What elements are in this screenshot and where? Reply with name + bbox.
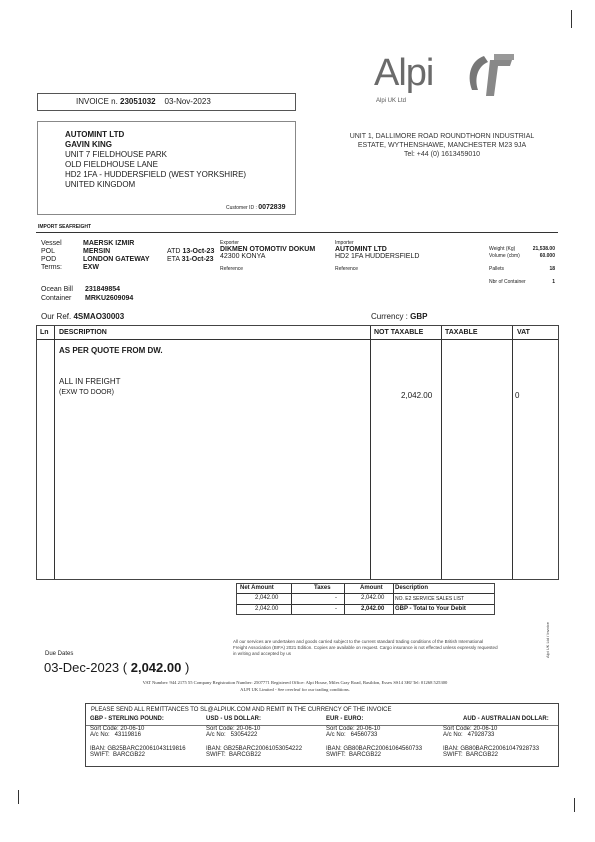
logo-wordmark: Alpi [374, 52, 434, 94]
pallets-label: Pallets [489, 266, 505, 272]
totals-box [236, 583, 495, 615]
customer-address-line: OLD FIELDHOUSE LANE [65, 160, 158, 169]
side-note: Alpi UK Ltd / Invoice [545, 621, 550, 658]
volume-value: 60.000 [539, 253, 555, 259]
vessel-label: Vessel [41, 240, 62, 247]
taxes-header: Taxes [314, 585, 331, 591]
col-not-taxable-header: NOT TAXABLE [374, 329, 424, 336]
line-items-table [36, 325, 559, 580]
due-date: 03-Dec-2023 [44, 660, 120, 675]
customer-contact: GAVIN KING [65, 140, 112, 149]
customer-address-line: UNIT 7 FIELDHOUSE PARK [65, 150, 167, 159]
atd-label: ATD [167, 248, 181, 255]
total-description: NO. E2 SERVICE SALES LIST [395, 596, 465, 602]
crop-mark-bottom-right [574, 798, 575, 812]
vessel-value: MAERSK IZMIR [83, 240, 135, 247]
pod-value: LONDON GATEWAY [83, 256, 150, 263]
exporter-label: Exporter [220, 240, 239, 246]
sort-code: Sort Code: 20-06-10 [206, 726, 261, 732]
bank-account-title: GBP - STERLING POUND: [90, 716, 164, 722]
bank-account-gbp [90, 716, 186, 758]
currency-value: GBP [410, 312, 428, 321]
bank-details-box [85, 703, 559, 767]
due-date-line: 03-Dec-2023 ( 2,042.00 ) [44, 660, 190, 675]
swift: SWIFT: BARCGB22 [443, 752, 499, 758]
pod-label: POD [41, 256, 57, 263]
importer-city: HD2 1FA HUDDERSFIELD [335, 253, 420, 260]
iban: IBAN: GB80BARC20061064560733 [326, 746, 423, 752]
customer-address-line: HD2 1FA - HUDDERSFIELD (WEST YORKSHIRE) [65, 170, 247, 179]
crop-mark-bottom-left [18, 790, 19, 804]
registration-line: VAT Number: 944 2175 55 Company Registration Number: 2507771 Registered Office: Alpi House, Miles Gray Road, Basildon, Essex SS14 3HJ Tel: 01268 525300 [142, 680, 448, 685]
terms-line: in writing and accepted by us [233, 651, 292, 656]
importer-name: AUTOMINT LTD [335, 246, 387, 253]
item-sub-description: (EXW TO DOOR) [59, 389, 114, 396]
bank-account-title: USD - US DOLLAR: [206, 716, 261, 722]
account-number: A/c No: 53054222 [206, 732, 258, 738]
customer-name: AUTOMINT LTD [65, 130, 125, 139]
crop-mark-top-right [571, 10, 572, 28]
currency-label: Currency : [371, 312, 408, 321]
sort-code: Sort Code: 20-06-10 [326, 726, 381, 732]
weight-value: 21,538.00 [532, 246, 555, 252]
total-debit-description: GBP - Total to Your Debit [395, 606, 466, 612]
iban: IBAN: GB25BARC20061053054222 [206, 746, 303, 752]
registration-info [60, 679, 530, 693]
terms-value: EXW [83, 264, 99, 271]
company-address [330, 132, 554, 159]
exporter-reference: Reference [220, 266, 244, 272]
item-amount: 2,042.00 [401, 391, 433, 400]
section-divider [36, 232, 558, 233]
swift: SWIFT: BARCGB22 [206, 752, 262, 758]
ocean-bill-value: 231849854 [85, 286, 121, 293]
shipment-details [41, 238, 561, 308]
net-amount-value: 2,042.00 [255, 606, 279, 612]
col-ln-header: Ln [40, 329, 49, 336]
ocean-bill-label: Ocean Bill [41, 286, 73, 293]
our-ref-value: 4SMAO30003 [73, 312, 125, 321]
due-amount: 2,042.00 [130, 660, 182, 675]
customer-country: UNITED KINGDOM [65, 180, 136, 189]
swift: SWIFT: BARCGB22 [326, 752, 382, 758]
col-vat-header: VAT [517, 329, 530, 336]
containers-label: Nbr of Container [489, 279, 526, 285]
customer-id-label: Customer ID : [226, 205, 257, 211]
sort-code: Sort Code: 20-06-10 [90, 726, 145, 732]
col-description-header: DESCRIPTION [59, 329, 107, 336]
bank-account-usd [206, 716, 302, 758]
container-value: MRKU2609094 [85, 295, 134, 302]
account-number: A/c No: 64560733 [326, 732, 378, 738]
company-logo [370, 52, 520, 110]
registration-line: ALPI UK Limited - See overleaf for our trading conditions. [240, 687, 350, 692]
bank-account-eur [326, 716, 422, 758]
volume-label: Volume (cbm) [489, 253, 520, 259]
terms-label: Terms: [41, 264, 62, 271]
bank-account-aud [443, 716, 549, 758]
container-label: Container [41, 295, 72, 302]
amount-value: 2,042.00 [361, 595, 385, 601]
pallets-value: 18 [549, 266, 555, 272]
item-vat: 0 [515, 391, 520, 400]
remittance-notice: PLEASE SEND ALL REMITTANCES TO SL@ALPIUK.COM AND REMIT IN THE CURRENCY OF THE INVOICE [91, 707, 392, 713]
iban: IBAN: GB80BARC20061047928733 [443, 746, 540, 752]
customer-address [37, 121, 296, 215]
currency [371, 312, 427, 321]
terms-line: All our services are undertaken and goods carried subject to the current standard trading conditions of the British International [233, 639, 484, 644]
containers-value: 1 [552, 279, 555, 285]
bank-account-title: EUR - EURO: [326, 716, 364, 722]
quote-line: AS PER QUOTE FROM DW. [59, 346, 163, 355]
bank-account-title: AUD - AUSTRALIAN DOLLAR: [463, 716, 549, 722]
account-number: A/c No: 43119816 [90, 732, 141, 738]
invoice-number: 23051032 [120, 97, 156, 106]
logo-emblem-icon [454, 50, 516, 102]
company-address-line: UNIT 1, DALLIMORE ROAD ROUNDTHORN INDUSTRIAL [349, 133, 535, 140]
atd-value: 13-Oct-23 [182, 248, 215, 255]
our-ref [41, 312, 124, 321]
pol-value: MERSIN [83, 248, 111, 255]
iban: IBAN: GB25BARC20061043119816 [90, 746, 186, 752]
due-label: Due Dates [45, 651, 74, 657]
amount-header: Amount [360, 585, 383, 591]
eta-value: 31-Oct-23 [181, 256, 214, 263]
account-number: A/c No: 47928733 [443, 732, 495, 738]
terms-line: Freight Association (BIFA) 2021 Edition. Copies are available on request. Cargo insurance is not effected unless expressly requested [233, 645, 498, 650]
net-amount-value: 2,042.00 [255, 595, 279, 601]
eta-label: ETA [167, 256, 180, 263]
company-address-line: ESTATE, WYTHENSHAWE, MANCHESTER M23 9JA [357, 142, 527, 149]
taxes-value: - [335, 595, 337, 601]
weight-label: Weight (Kg) [489, 246, 516, 252]
exporter-name: DIKMEN OTOMOTIV DOKUM [220, 246, 316, 253]
item-description: ALL IN FREIGHT [59, 377, 121, 386]
col-taxable-header: TAXABLE [445, 329, 478, 336]
importer-reference: Reference [335, 266, 359, 272]
sort-code: Sort Code: 20-06-10 [443, 726, 498, 732]
amount-value: 2,042.00 [361, 606, 385, 612]
company-phone: Tel: +44 (0) 1613459010 [403, 151, 481, 158]
terms-notice [233, 639, 557, 657]
exporter-city: 42300 KONYA [220, 253, 266, 260]
section-label: IMPORT SEAFREIGHT [38, 224, 92, 230]
invoice-label: INVOICE n. [76, 97, 118, 106]
invoice-date: 03-Nov-2023 [164, 97, 211, 106]
description-header: Description [395, 585, 429, 591]
our-ref-label: Our Ref. [41, 312, 72, 321]
importer-label: Importer [335, 240, 354, 246]
taxes-value: - [335, 606, 337, 612]
logo-subtitle: Alpi UK Ltd [376, 98, 407, 104]
net-amount-header: Net Amount [240, 585, 274, 591]
swift: SWIFT: BARCGB22 [90, 752, 146, 758]
invoice-header-box [37, 93, 296, 111]
customer-id: 0072839 [258, 204, 286, 211]
pol-label: POL [41, 248, 56, 255]
